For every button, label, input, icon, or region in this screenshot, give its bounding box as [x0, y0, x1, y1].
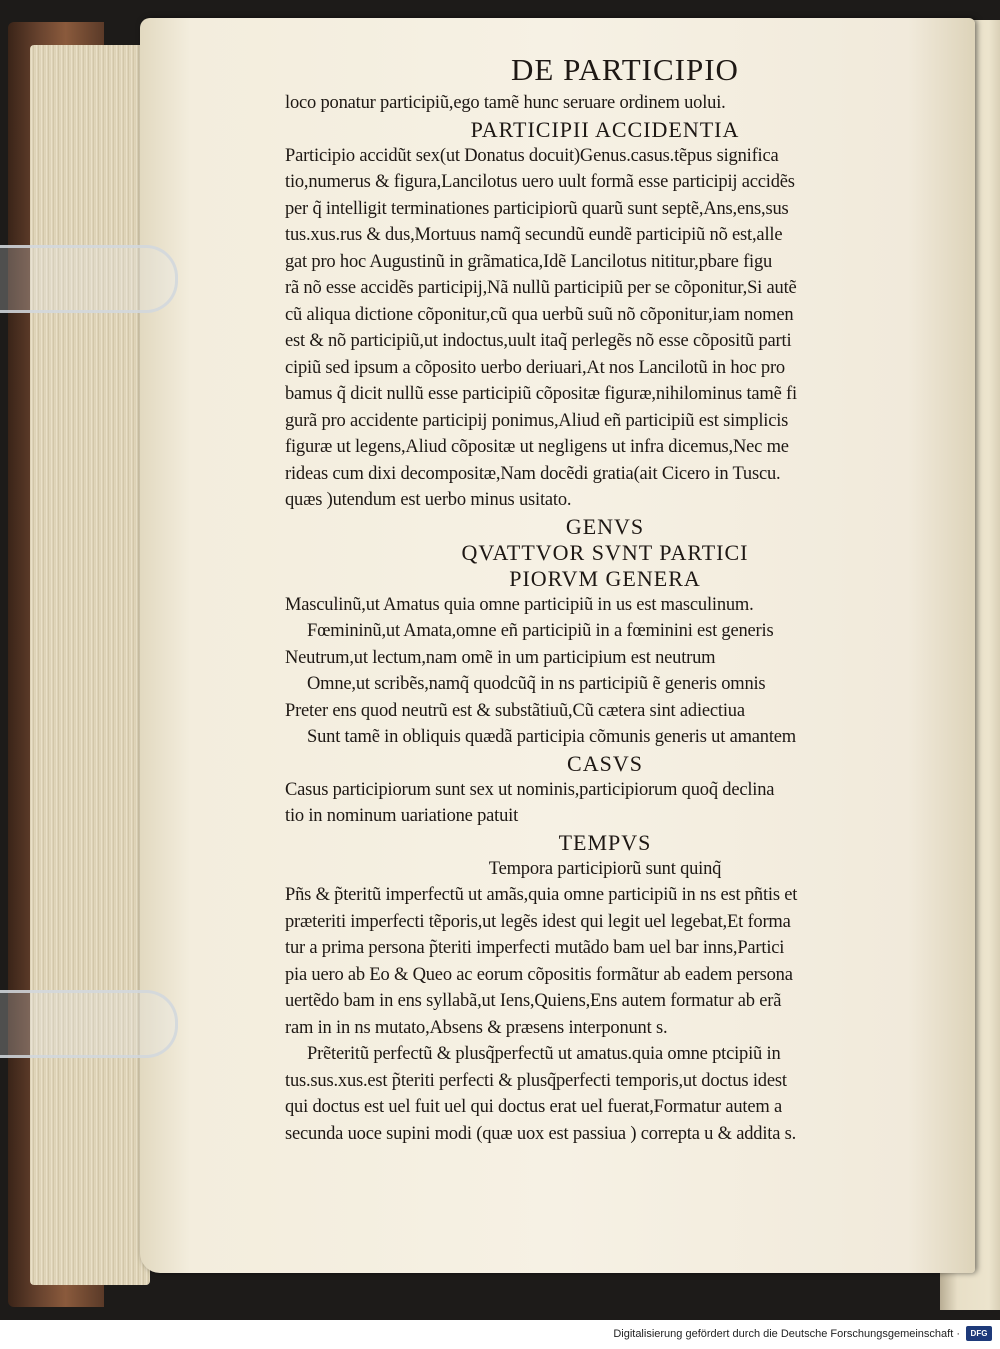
- text-line: tus.xus.rus & dus,Mortuus namq̃ secundũ eundẽ participiũ nõ est,alle: [285, 225, 783, 245]
- text-line: ram in in ns mutato,Absens & præsens interponunt s.: [285, 1017, 668, 1038]
- page-clip-top: [0, 245, 178, 313]
- text-line: Casus participiorum sunt sex ut nominis,participiorum quoq̃ declina: [285, 779, 775, 800]
- text-line: gurã pro accidente participij ponimus,Aliud eñ participiũ est simplicis: [285, 410, 789, 431]
- text-line: Preter ens quod neutrũ est & substãtiuũ,Cũ cætera sint adiectiua: [285, 700, 745, 721]
- text-line: tio,numerus & figura,Lancilotus uero uult formã esse participij accidẽs: [285, 172, 795, 192]
- text-line: Participio accidũt sex(ut Donatus docuit)Genus.casus.tẽpus significa: [285, 145, 779, 166]
- text-line: Omne,ut scribẽs,namq̃ quodcũq̃ in ns participiũ ẽ generis omnis: [307, 674, 766, 694]
- funding-credit: Digitalisierung gefördert durch die Deutsche Forschungsgemeinschaft ·: [613, 1328, 960, 1340]
- text-line: cipiũ sed ipsum a cõposito uerbo deriuari,At nos Lancilotũ in hoc pro: [285, 357, 785, 378]
- section-title-genus: GENVS: [565, 513, 645, 539]
- section-title-tempus: TEMPVS: [558, 829, 652, 855]
- text-line: Masculinũ,ut Amatus quia omne participiũ in us est masculinum.: [285, 594, 754, 615]
- text-line: rã nõ esse accidẽs participij,Nã nullũ participiũ per se cõponitur,Si autẽ: [285, 278, 797, 298]
- credit-footer: [0, 1322, 1000, 1349]
- text-line: rideas cum dixi decompositæ,Nam docẽdi gratia(ait Cicero in Tuscu.: [285, 463, 781, 484]
- text-line: per q̃ intelligit terminationes participiorũ quarũ sunt septẽ,Ans,ens,sus: [285, 198, 789, 219]
- text-line: præteriti imperfecti tẽporis,ut legẽs idest qui legit uel legebat,Et forma: [285, 911, 791, 932]
- text-line: tus.sus.xus.est p̃teriti perfecti & plusq̃perfecti temporis,ut doctus idest: [285, 1070, 787, 1091]
- text-line: quæs )utendum est uerbo minus usitato.: [285, 490, 572, 510]
- page-clip-bottom: [0, 990, 178, 1058]
- text-line: tur a prima persona p̃teriti imperfecti mutãdo bam uel bar inns,Partici: [285, 938, 785, 958]
- page-text: [285, 52, 925, 1147]
- section-title-casus: CASVS: [567, 750, 643, 776]
- text-line: cũ aliqua dictione cõponitur,cũ qua uerbũ suũ nõ cõponitur,iam nomen: [285, 304, 794, 325]
- section-subtitle-genus-1: QVATTVOR SVNT PARTICI: [461, 539, 749, 565]
- text-line: Neutrum,ut lectum,nam omẽ in um participium est neutrum: [285, 647, 716, 668]
- section-title-accidentia: PARTICIPII ACCIDENTIA: [470, 116, 740, 142]
- text-line: Prẽteritũ perfectũ & plusq̃perfectũ ut amatus.quia omne ptcipiũ in: [307, 1044, 781, 1064]
- text-line: secunda uoce supini modi (quæ uox est passiua ) correpta u & addita s.: [285, 1123, 797, 1144]
- text-line: uertẽdo bam in ens syllabã,ut Iens,Quiens,Ens autem formatur ab erã: [285, 991, 782, 1011]
- text-line: est & nõ participiũ,ut indoctus,uult itaq̃ perlegẽs nõ esse cõpositũ parti: [285, 331, 792, 351]
- section-subtitle-genus-2: PIORVM GENERA: [509, 565, 701, 591]
- page-heading: DE PARTICIPIO: [511, 52, 739, 87]
- text-line: tio in nominum uariatione patuit: [285, 806, 519, 826]
- text-line: Pñs & p̃teritũ imperfectũ ut amãs,quia omne participiũ in ns est pñtis et: [285, 885, 798, 905]
- text-line: gat pro hoc Augustinũ in grãmatica,Idẽ Lancilotus nititur,pbare figu: [285, 251, 773, 272]
- text-line: Tempora participiorũ sunt quinq̃: [488, 858, 722, 879]
- dfg-logo: DFG: [966, 1326, 992, 1341]
- text-line: Sunt tamẽ in obliquis quædã participia cõmunis generis ut amantem: [307, 727, 796, 747]
- text-line: bamus q̃ dicit nullũ esse participiũ cõpositæ figuræ,nihilominus tamẽ fi: [285, 384, 797, 404]
- text-line: pia uero ab Eo & Queo ac eorum cõpositis formãtur ab eadem persona: [285, 964, 793, 985]
- text-line: qui doctus est uel fuit uel qui doctus erat uel fuerat,Formatur autem a: [285, 1097, 782, 1117]
- page-edges: [30, 45, 150, 1285]
- text-line: Fœmininũ,ut Amata,omne eñ participiũ in a fœminini est generis: [307, 621, 774, 641]
- text-line: figuræ ut legens,Aliud cõpositæ ut negligens ut infra dicemus,Nec me: [285, 437, 789, 457]
- text-line: loco ponatur participiũ,ego tamẽ hunc seruare ordinem uolui.: [285, 93, 726, 113]
